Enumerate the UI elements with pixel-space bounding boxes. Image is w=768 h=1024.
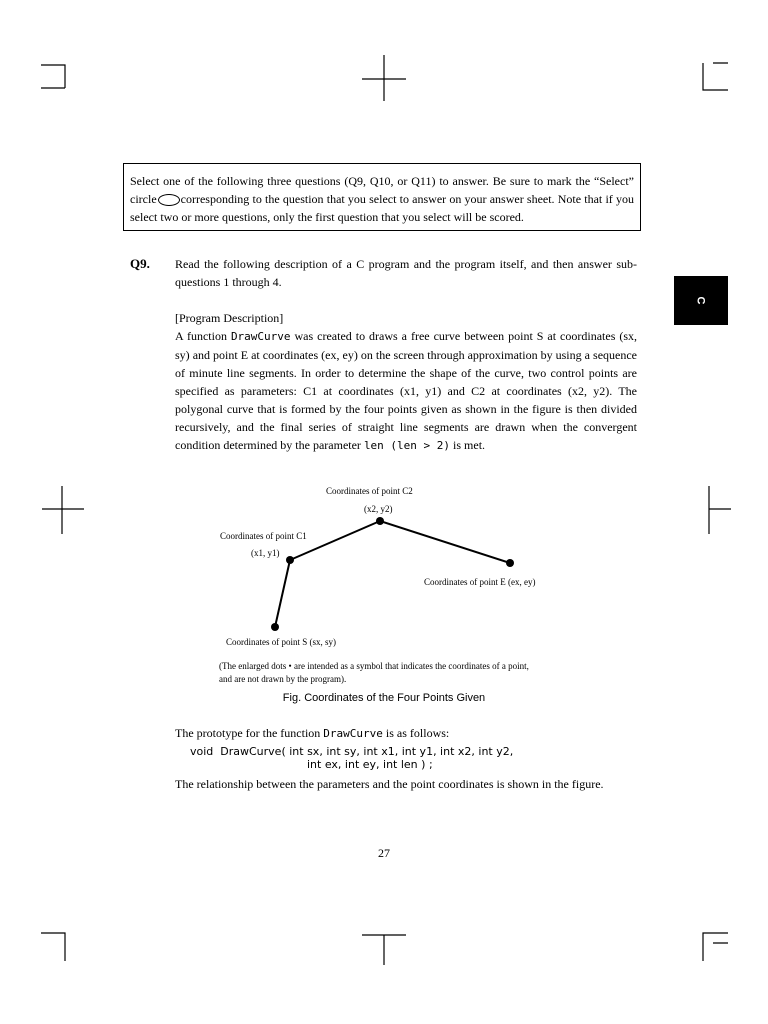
desc-text-3: is met.: [453, 438, 486, 452]
desc-text-2: was created to draws a free curve between point S at coordinates (sx, sy) and point E at coordinates (ex, ey) on the screen through approximation by using a sequence of minute line segments. In order to determine the shape of the curve, two control points are specified as parameters: C1 at coordinates (x1, y1) and C2 at coordinates (x2, y2). The polygonal curve that is formed by the four points given as shown in the figure is then divided recursively, and the final series of straight line segments are drawn when the convergent condition determined by the parameter: [175, 329, 637, 452]
figure-note-line2: and are not drawn by the program).: [219, 674, 347, 684]
section-tab-label: C: [695, 296, 707, 305]
point-s-dot: [271, 623, 279, 631]
label-c2: Coordinates of point C2: [326, 486, 413, 496]
func-name-code: DrawCurve: [230, 330, 291, 343]
label-c1: Coordinates of point C1: [220, 531, 307, 541]
coord-c1: (x1, y1): [251, 548, 280, 558]
prototype-intro: [175, 724, 637, 743]
question-number: Q9.: [130, 256, 150, 271]
figure-caption: Fig. Coordinates of the Four Points Given: [282, 692, 486, 704]
page-number: 27: [378, 846, 390, 860]
prototype-code-line1: void DrawCurve( int sx, int sy, int x1, int y1, int x2, int y2,: [190, 745, 514, 758]
segment-s-c1: [275, 560, 290, 627]
instruction-text-part2: corresponding to the question that you select to answer on your answer sheet. Note that if you select two or more questions, only the first question that you select will be scored.: [130, 192, 634, 224]
segment-c2-e: [380, 521, 510, 563]
label-s: Coordinates of point S (sx, sy): [226, 637, 336, 647]
prototype-code-line2: int ex, int ey, int len ) ;: [307, 758, 433, 771]
point-c2-dot: [376, 517, 384, 525]
prototype-intro-1: The prototype for the function: [175, 726, 321, 740]
point-c1-dot: [286, 556, 294, 564]
point-e-dot: [506, 559, 514, 567]
instruction-text-part1: Select one of the following three questions (Q9, Q10, or Q11) to answer. Be sure to mark the “Select” circle: [130, 174, 634, 206]
relationship-text: The relationship between the parameters and the point coordinates is shown in the figure.: [175, 777, 604, 791]
figure-note-line1: (The enlarged dots • are intended as a symbol that indicates the coordinates of a point,: [219, 661, 529, 671]
label-e: Coordinates of point E (ex, ey): [424, 577, 536, 587]
question-intro-text: Read the following description of a C program and the program itself, and then answer sub-questions 1 through 4.: [175, 257, 637, 289]
prototype-func-name: DrawCurve: [323, 727, 383, 740]
coord-c2: (x2, y2): [364, 504, 393, 514]
desc-text-1: A function: [175, 329, 227, 343]
section-heading: [Program Description]: [175, 311, 284, 325]
param-code: len (len > 2): [363, 439, 451, 452]
prototype-intro-2: is as follows:: [385, 726, 450, 740]
